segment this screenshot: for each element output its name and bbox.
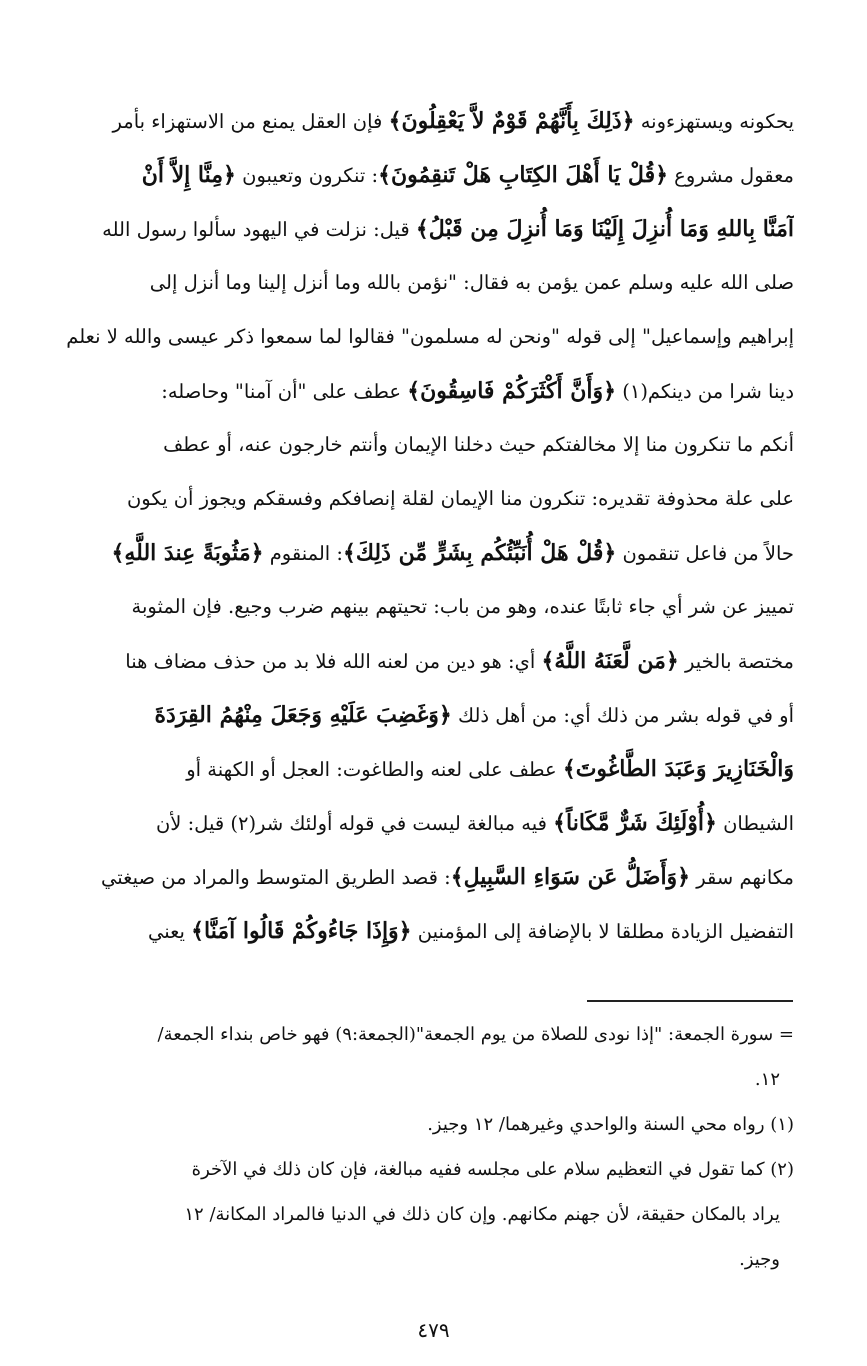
text-line: [52, 310, 794, 364]
commentary-text: معقول مشروع: [667, 164, 794, 187]
text-line: [52, 904, 794, 958]
commentary-text: إبراهيم وإسماعيل" إلى قوله "ونحن له مسلمون" فقالوا لما سمعوا ذكر عيسى والله لا نعلم: [66, 325, 794, 348]
quran-verse: وَالْخَنَازِيرَ وَعَبَدَ الطَّاغُوتَ﴾: [562, 756, 794, 782]
quran-verse: ﴿وَغَضِبَ عَلَيْهِ وَجَعَلَ مِنْهُمُ القِرَدَةَ: [154, 702, 452, 728]
text-line: [52, 796, 794, 850]
quran-verse: ﴿وَأَنَّ أَكْثَرَكُمْ فَاسِقُونَ﴾: [407, 378, 617, 404]
text-line: [52, 634, 794, 688]
commentary-text: : قصد الطريق المتوسط والمراد من صيغتي: [101, 866, 451, 889]
commentary-text: مكانهم سقر: [690, 866, 794, 889]
commentary-text: يعني: [147, 920, 192, 943]
text-line: [52, 364, 794, 418]
commentary-text: عطف على "أن آمنا" وحاصله:: [161, 380, 408, 403]
footnote-line: (٢) كما تقول في التعظيم سلام على مجلسه ففيه مبالغة، فإن كان ذلك في الآخرة: [191, 1159, 794, 1180]
commentary-text: على علة محذوفة تقديره: تنكرون منا الإيمان لقلة إنصافكم وفسقكم ويجوز أن يكون: [126, 487, 794, 510]
commentary-text: تمييز عن شر أي جاء ثابتًا عنده، وهو من باب: تحيتهم بينهم ضرب وجيع. فإن المثوبة: [131, 595, 794, 618]
quran-verse: ﴿وَأَضَلُّ عَن سَوَاءِ السَّبِيلِ﴾: [450, 864, 691, 890]
commentary-text: أنكم ما تنكرون منا إلا مخالفتكم حيث دخلنا الإيمان وأنتم خارجون عنه، أو عطف: [163, 433, 794, 456]
text-line: [52, 202, 794, 256]
commentary-text: قيل: نزلت في اليهود سألوا رسول الله: [102, 218, 416, 241]
text-line: [52, 256, 794, 310]
text-line: [52, 472, 794, 526]
commentary-text: أي: هو دين من لعنه الله فلا بد من حذف مضاف هنا: [125, 650, 542, 673]
commentary-text: صلى الله عليه وسلم عمن يؤمن به فقال: "نؤمن بالله وما أنزل إلينا وما أنزل إلى: [149, 271, 794, 294]
commentary-text: : المنقوم: [263, 542, 343, 565]
commentary-text: دينا شرا من دينكم(١): [616, 380, 794, 403]
footnote-line: يراد بالمكان حقيقة، لأن جهنم مكانهم. وإن كان ذلك في الدنيا فالمراد المكانة/ ١٢: [184, 1204, 780, 1225]
quran-verse: ﴿قُلْ يَا أَهْلَ الكِتَابِ هَلْ تَنقِمُونَ﴾: [378, 162, 668, 188]
text-line: [52, 688, 794, 742]
footnotes: [52, 1012, 794, 1282]
commentary-text: التفضيل الزيادة مطلقا لا بالإضافة إلى المؤمنين: [411, 920, 794, 943]
text-line: [52, 580, 794, 634]
commentary-text: أو في قوله بشر من ذلك أي: من أهل ذلك: [451, 704, 794, 727]
footnote-line: وجيز.: [739, 1249, 780, 1270]
text-line: [52, 148, 794, 202]
commentary-text: عطف على لعنه والطاغوت: العجل أو الكهنة أو: [186, 758, 563, 781]
footnote-line: = سورة الجمعة: "إذا نودى للصلاة من يوم الجمعة"(الجمعة:٩) فهو خاص بنداء الجمعة/: [157, 1024, 794, 1045]
quran-verse: ﴿أُوْلَئِكَ شَرٌّ مَّكَاناً﴾: [553, 810, 717, 836]
quran-verse: ﴿مِنَّا إِلاَّ أَنْ: [141, 162, 236, 188]
quran-verse: ﴿مَثُوبَةً عِندَ اللَّهِ﴾: [111, 540, 264, 566]
commentary-text: يحكونه ويستهزءونه: [634, 110, 794, 133]
quran-verse: ﴿قُلْ هَلْ أُنَبِّئُكُم بِشَرٍّ مِّن ذَلِكَ﴾: [343, 540, 617, 566]
commentary-text: فإن العقل يمنع من الاستهزاء بأمر: [112, 110, 389, 133]
text-line: [52, 418, 794, 472]
footnote-line: (١) رواه محي السنة والواحدي وغيرهما/ ١٢ وجيز.: [427, 1114, 794, 1135]
commentary-text: مختصة بالخير: [678, 650, 794, 673]
text-line: [52, 526, 794, 580]
page-number: ٤٧٩: [417, 1318, 450, 1342]
text-line: [52, 742, 794, 796]
quran-verse: آمَنَّا بِاللهِ وَمَا أُنزِلَ إِلَيْنَا وَمَا أُنزِلَ مِن قَبْلُ﴾: [415, 216, 794, 242]
quran-verse: ﴿وَإِذَا جَاءُوكُمْ قَالُوا آمَنَّا﴾: [191, 918, 412, 944]
quran-verse: ﴿مَن لَّعَنَهُ اللَّهُ﴾: [541, 648, 679, 674]
commentary-text: حالاً من فاعل تنقمون: [616, 542, 794, 565]
footnote-separator: [587, 1000, 793, 1002]
commentary-text: : تنكرون وتعيبون: [235, 164, 379, 187]
commentary-text: فيه مبالغة ليست في قوله أولئك شر(٢) قيل: لأن: [155, 812, 554, 835]
commentary-text: الشيطان: [716, 812, 794, 835]
tafsir-body-text: [52, 94, 794, 958]
quran-verse: ﴿ذَلِكَ بِأَنَّهُمْ قَوْمٌ لاَّ يَعْقِلُونَ﴾: [388, 108, 635, 134]
footnote-line: ١٢.: [754, 1069, 780, 1090]
text-line: [52, 850, 794, 904]
text-line: [52, 94, 794, 148]
